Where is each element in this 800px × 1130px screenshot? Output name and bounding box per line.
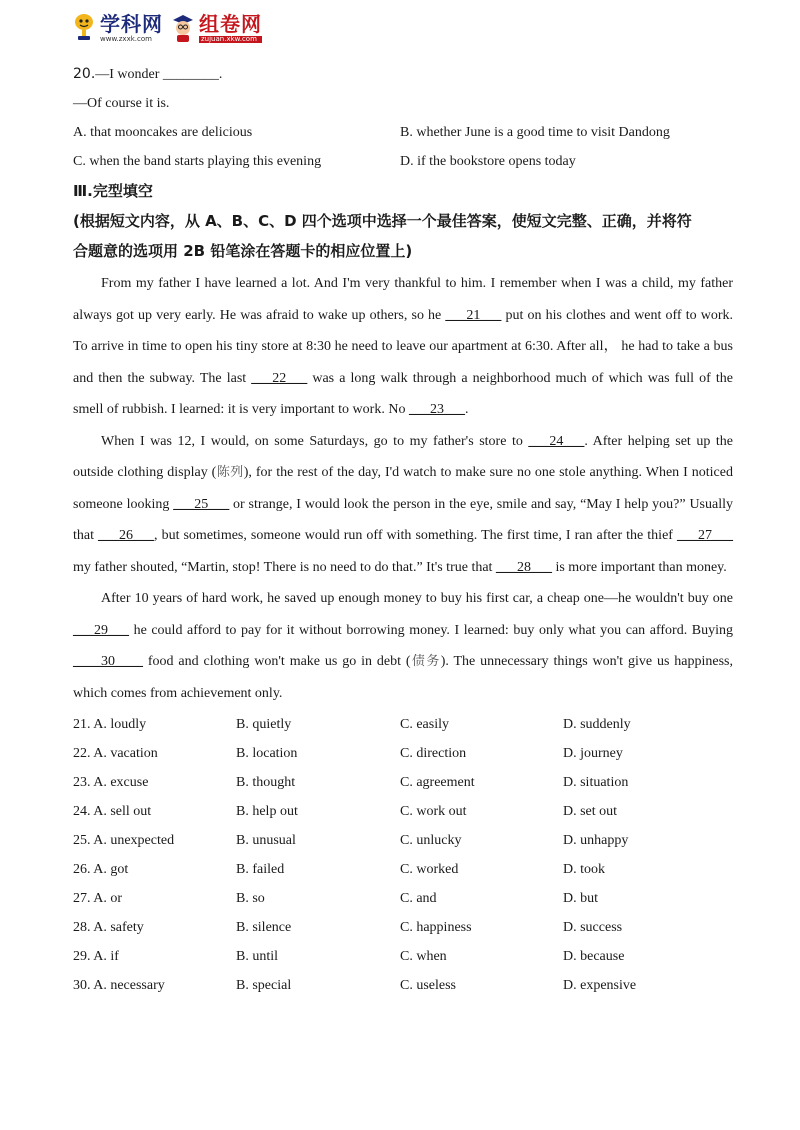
option-row-27 — [73, 884, 733, 913]
option-b: B. location — [236, 746, 298, 761]
cloze-passage — [73, 268, 733, 709]
zujuan-logo — [171, 13, 262, 43]
option-a: 29. A. if — [73, 949, 119, 964]
option-b: B. quietly — [236, 717, 292, 732]
blank-21: ___21___ — [445, 307, 502, 323]
option-d: D. situation — [563, 775, 629, 790]
cloze-options — [73, 710, 733, 1000]
option-c: C. work out — [400, 804, 467, 819]
passage-paragraph-1 — [73, 268, 733, 426]
option-c: C. when the band starts playing this evening — [73, 154, 322, 169]
blank-29: ___29___ — [73, 622, 129, 638]
option-b: B. failed — [236, 862, 285, 877]
zxxk-logo-url: www.zxxk.com — [100, 34, 152, 43]
option-a: 21. A. loudly — [73, 717, 147, 732]
passage-text: . — [464, 402, 469, 417]
header-logos — [72, 8, 262, 48]
passage-text: put on his clothes and went off to work. To arrive in time to open his tiny store at 8:30 he need to leave our apartment at 6:30. After all， he had to take a bus and then the subway. The last — [73, 307, 733, 386]
option-a: 28. A. safety — [73, 920, 144, 935]
passage-paragraph-2 — [73, 426, 733, 584]
section-instruction — [73, 206, 733, 266]
option-d: D. because — [563, 949, 625, 964]
option-row-25 — [73, 826, 733, 855]
passage-text: When I was 12, I would, on some Saturdays, go to my father's store to — [101, 433, 529, 449]
zujuan-logo-text: 组卷网 — [199, 11, 262, 36]
zxxk-logo-text: 学科网 — [100, 11, 163, 36]
instruction-line: 合题意的选项用 2B 铅笔涂在答题卡的相应位置上) — [73, 242, 413, 260]
exam-content — [73, 60, 733, 1000]
blank-24: ___24___ — [528, 433, 585, 449]
option-a: 25. A. unexpected — [73, 833, 175, 848]
option-a: 30. A. necessary — [73, 978, 165, 993]
question-20-options-row2 — [73, 147, 733, 176]
question-text: —I wonder ________. — [95, 67, 223, 82]
option-a: 26. A. got — [73, 862, 129, 877]
option-row-23 — [73, 768, 733, 797]
option-a: 22. A. vacation — [73, 746, 158, 761]
passage-text: ). The unnecessary things won't give us happiness, which comes from achievement only. — [73, 654, 733, 701]
option-b: B. special — [236, 978, 292, 993]
option-d: D. but — [563, 891, 598, 906]
passage-text: . After helping set up the outside clothing display ( — [73, 433, 733, 480]
option-row-24 — [73, 797, 733, 826]
question-20-stem — [73, 60, 733, 89]
option-c: C. easily — [400, 717, 449, 732]
zxxk-logo — [72, 13, 163, 43]
passage-text: food and clothing won't make us go in debt ( — [143, 654, 411, 669]
blank-22: ___22___ — [251, 370, 308, 386]
passage-text: my father shouted, “Martin, stop! There is no need to do that.” It's true that — [73, 559, 496, 575]
question-20-reply: —Of course it is. — [73, 96, 170, 111]
blank-25: ___25___ — [173, 496, 230, 512]
chinese-gloss: 债务 — [410, 654, 441, 669]
option-b: B. whether June is a good time to visit Dandong — [400, 125, 670, 140]
chinese-gloss: 陈列 — [216, 465, 244, 480]
option-c: C. happiness — [400, 920, 472, 935]
question-number: 20. — [73, 66, 96, 82]
instruction-line: (根据短文内容，从 A、B、C、D 四个选项中选择一个最佳答案，使短文完整、正确，并将符 — [73, 212, 692, 230]
option-d: D. set out — [563, 804, 618, 819]
blank-28: ___28___ — [495, 559, 552, 575]
blank-23: ___23___ — [408, 402, 465, 417]
zujuan-logo-url: zujuan.xkw.com — [199, 36, 262, 43]
option-c: C. worked — [400, 862, 459, 877]
student-mascot-icon — [171, 13, 195, 43]
option-b: B. unusual — [236, 833, 296, 848]
option-a: 23. A. excuse — [73, 775, 149, 790]
option-a: 27. A. or — [73, 891, 122, 906]
passage-text: From my father I have learned a lot. And I'm very thankful to him. I remember when I was a child, my father always got up very early. He was afraid to wake up others, so he — [73, 276, 733, 323]
passage-text: After 10 years of hard work, he saved up enough money to buy his first car, a cheap one—he wouldn't buy one — [101, 591, 733, 606]
option-row-21 — [73, 710, 733, 739]
option-row-28 — [73, 913, 733, 942]
passage-text: ), for the rest of the day, I'd watch to make sure no one stole anything. When I noticed someone looking — [73, 465, 733, 512]
blank-30: ____30____ — [73, 654, 143, 669]
option-c: C. direction — [400, 746, 467, 761]
option-c: C. unlucky — [400, 833, 462, 848]
blank-27: ___27___ — [677, 528, 733, 543]
option-row-30 — [73, 971, 733, 1000]
option-row-26 — [73, 855, 733, 884]
option-a: A. that mooncakes are delicious — [73, 125, 253, 140]
option-b: B. help out — [236, 804, 298, 819]
option-d: D. if the bookstore opens today — [400, 154, 576, 169]
option-b: B. so — [236, 891, 265, 906]
option-row-29 — [73, 942, 733, 971]
option-b: B. thought — [236, 775, 296, 790]
passage-text: or strange, I would look the person in the eye, smile and say, “May I help you?” Usually that — [73, 496, 733, 543]
section-title: Ⅲ.完型填空 — [73, 182, 153, 200]
option-d: D. unhappy — [563, 833, 629, 848]
option-c: C. and — [400, 891, 437, 906]
option-d: D. took — [563, 862, 605, 877]
option-a: 24. A. sell out — [73, 804, 152, 819]
passage-text: was a long walk through a neighborhood much of which was full of the smell of rubbish. I learned: it is very important to work. No — [73, 370, 733, 417]
option-c: C. agreement — [400, 775, 475, 790]
passage-text: he could afford to pay for it without borrowing money. I learned: buy only what you can afford. Buying — [129, 622, 733, 638]
option-d: D. expensive — [563, 978, 637, 993]
trophy-icon — [72, 13, 96, 43]
passage-paragraph-3 — [73, 583, 733, 709]
passage-text: is more important than money. — [551, 559, 727, 575]
blank-26: ___26___ — [98, 528, 155, 543]
question-20-options-row1 — [73, 118, 733, 147]
option-d: D. success — [563, 920, 623, 935]
option-c: C. useless — [400, 978, 456, 993]
option-b: B. until — [236, 949, 279, 964]
passage-text: , but sometimes, someone would run off with something. The first time, I ran after the thief — [154, 528, 677, 543]
option-c: C. when — [400, 949, 447, 964]
option-row-22 — [73, 739, 733, 768]
option-d: D. journey — [563, 746, 623, 761]
option-b: B. silence — [236, 920, 292, 935]
option-d: D. suddenly — [563, 717, 631, 732]
